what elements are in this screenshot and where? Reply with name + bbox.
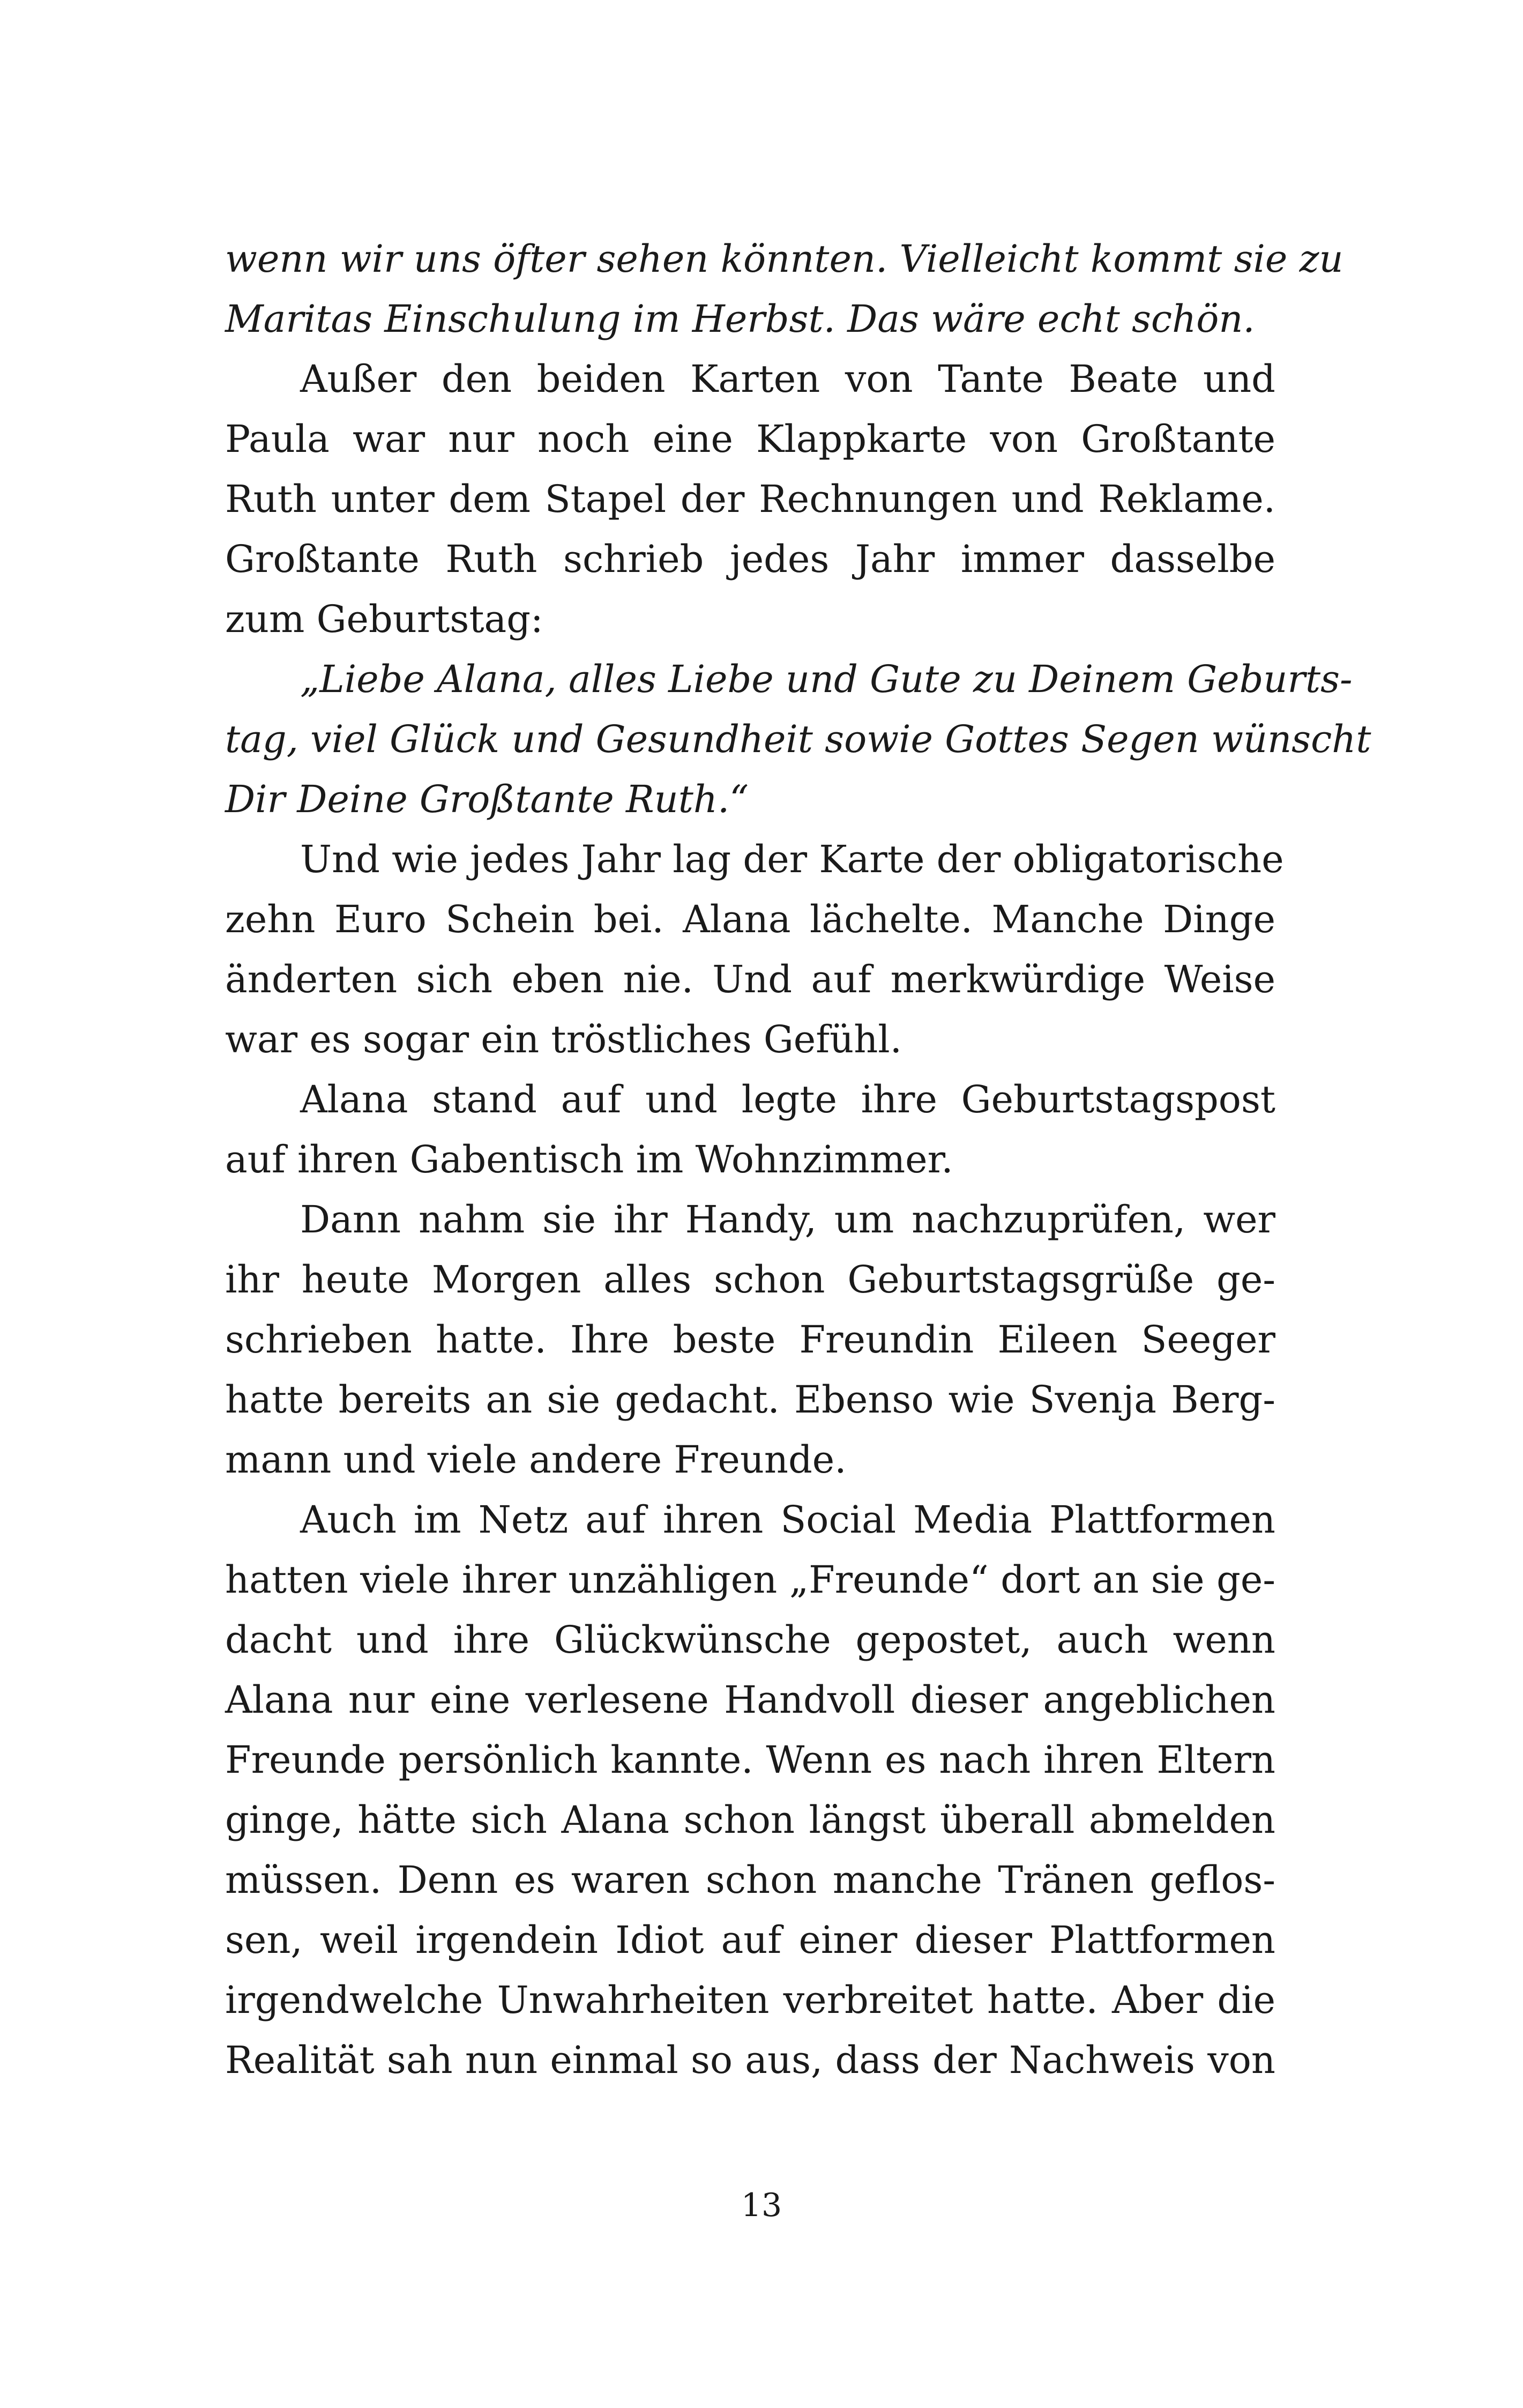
text-line: hatten viele ihrer unzähligen „Freunde“ dort an sie ge- (225, 1558, 1275, 1602)
body-text (225, 229, 1371, 2090)
text-line: müssen. Denn es waren schon manche Tränen geflos- (225, 1858, 1275, 1902)
text-line: Freunde persönlich kannte. Wenn es nach ihren Eltern (225, 1738, 1275, 1782)
text-line: Und wie jedes Jahr lag der Karte der obligatorische (300, 837, 1284, 881)
text-line: Ruth unter dem Stapel der Rechnungen und Reklame. (225, 477, 1275, 521)
text-line: Dir Deine Großtante Ruth.“ (225, 777, 749, 821)
text-line: war es sogar ein tröstliches Gefühl. (225, 1017, 902, 1061)
text-line: Alana nur eine verlesene Handvoll dieser angeblichen (225, 1678, 1275, 1722)
text-line: irgendwelche Unwahrheiten verbreitet hatte. Aber die (225, 1978, 1275, 2022)
text-line: zum Geburtstag: (225, 597, 543, 641)
text-line: hatte bereits an sie gedacht. Ebenso wie Svenja Berg- (225, 1378, 1275, 1422)
text-line: mann und viele andere Freunde. (225, 1438, 847, 1482)
text-line: schrieben hatte. Ihre beste Freundin Eileen Seeger (225, 1318, 1275, 1362)
text-line: auf ihren Gabentisch im Wohnzimmer. (225, 1138, 953, 1181)
text-line: dacht und ihre Glückwünsche gepostet, auch wenn (225, 1618, 1275, 1662)
text-line: Paula war nur noch eine Klappkarte von Großtante (225, 417, 1275, 461)
text-line: sen, weil irgendein Idiot auf einer dieser Plattformen (225, 1918, 1275, 1962)
text-line: Maritas Einschulung im Herbst. Das wäre echt schön. (225, 297, 1255, 341)
text-line: Auch im Netz auf ihren Social Media Plattformen (300, 1498, 1275, 1542)
text-line: Alana stand auf und legte ihre Geburtstagspost (300, 1077, 1275, 1121)
text-line: ihr heute Morgen alles schon Geburtstagsgrüße ge- (225, 1258, 1275, 1302)
text-line: wenn wir uns öfter sehen könnten. Vielleicht kommt sie zu (225, 237, 1343, 281)
text-line: Dann nahm sie ihr Handy, um nachzuprüfen, wer (300, 1198, 1275, 1242)
text-line: Großtante Ruth schrieb jedes Jahr immer dasselbe (225, 537, 1275, 581)
text-line: änderten sich eben nie. Und auf merkwürdige Weise (225, 957, 1275, 1001)
text-line: ginge, hätte sich Alana schon längst überall abmelden (225, 1798, 1275, 1842)
text-line: Außer den beiden Karten von Tante Beate und (300, 357, 1275, 401)
text-line: „Liebe Alana, alles Liebe und Gute zu Deinem Geburts- (300, 657, 1353, 701)
page-number: 13 (741, 2187, 782, 2224)
text-line: tag, viel Glück und Gesundheit sowie Gottes Segen wünscht (225, 717, 1371, 761)
text-line: zehn Euro Schein bei. Alana lächelte. Manche Dinge (225, 897, 1275, 941)
text-line: Realität sah nun einmal so aus, dass der Nachweis von (225, 2038, 1275, 2082)
